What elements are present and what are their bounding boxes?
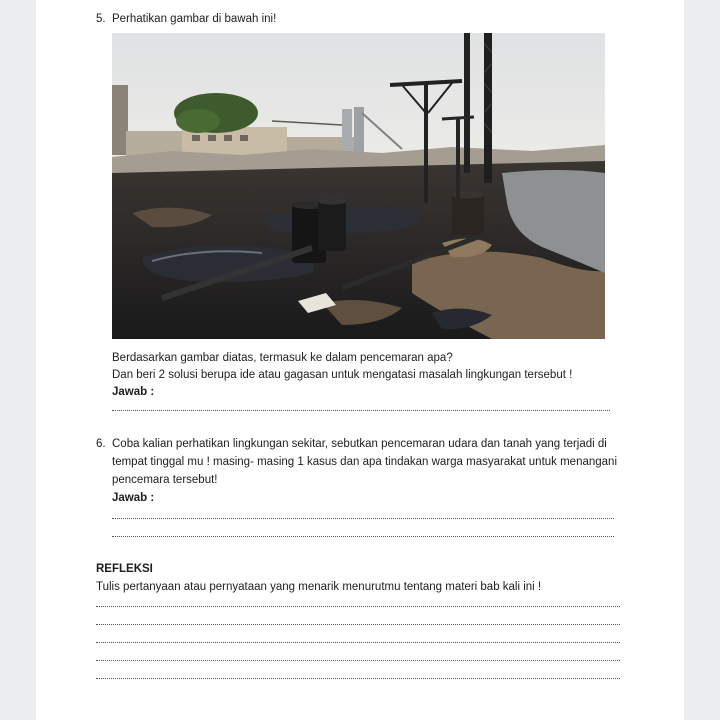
q6-answer-label: Jawab : [112, 492, 155, 504]
refleksi-instruction: Tulis pertanyaan atau pernyataan yang menarik menurutmu tentang materi bab kali ini ! [96, 581, 542, 593]
refleksi-answer-line-2[interactable] [96, 624, 620, 625]
q5-answer-label: Jawab : [112, 386, 155, 398]
q6-line-2: tempat tinggal mu ! masing- masing 1 kasus dan apa tindakan warga masyarakat untuk menangani [112, 456, 618, 468]
q5-question-line-1: Berdasarkan gambar diatas, termasuk ke dalam pencemaran apa? [112, 352, 453, 364]
refleksi-answer-line-3[interactable] [96, 642, 620, 643]
q5-question-line-2: Dan beri 2 solusi berupa ide atau gagasan untuk mengatasi masalah lingkungan tersebut ! [112, 369, 573, 381]
q6-number: 6. [96, 438, 106, 450]
q5-answer-line[interactable] [112, 410, 610, 411]
q5-number: 5. [96, 13, 106, 25]
refleksi-heading: REFLEKSI [96, 563, 153, 575]
refleksi-answer-line-5[interactable] [96, 678, 620, 679]
refleksi-answer-line-4[interactable] [96, 660, 620, 661]
oil-pollution-photo [112, 33, 605, 339]
q5-prompt: Perhatikan gambar di bawah ini! [112, 13, 277, 25]
q6-line-1: Coba kalian perhatikan lingkungan sekitar, sebutkan pencemaran udara dan tanah yang terjadi di [112, 438, 607, 450]
q6-line-3: pencemara tersebut! [112, 474, 218, 486]
refleksi-answer-line-1[interactable] [96, 606, 620, 607]
q6-answer-line-2[interactable] [112, 536, 614, 537]
q6-answer-line-1[interactable] [112, 518, 614, 519]
oil-pollution-scene [112, 33, 605, 339]
